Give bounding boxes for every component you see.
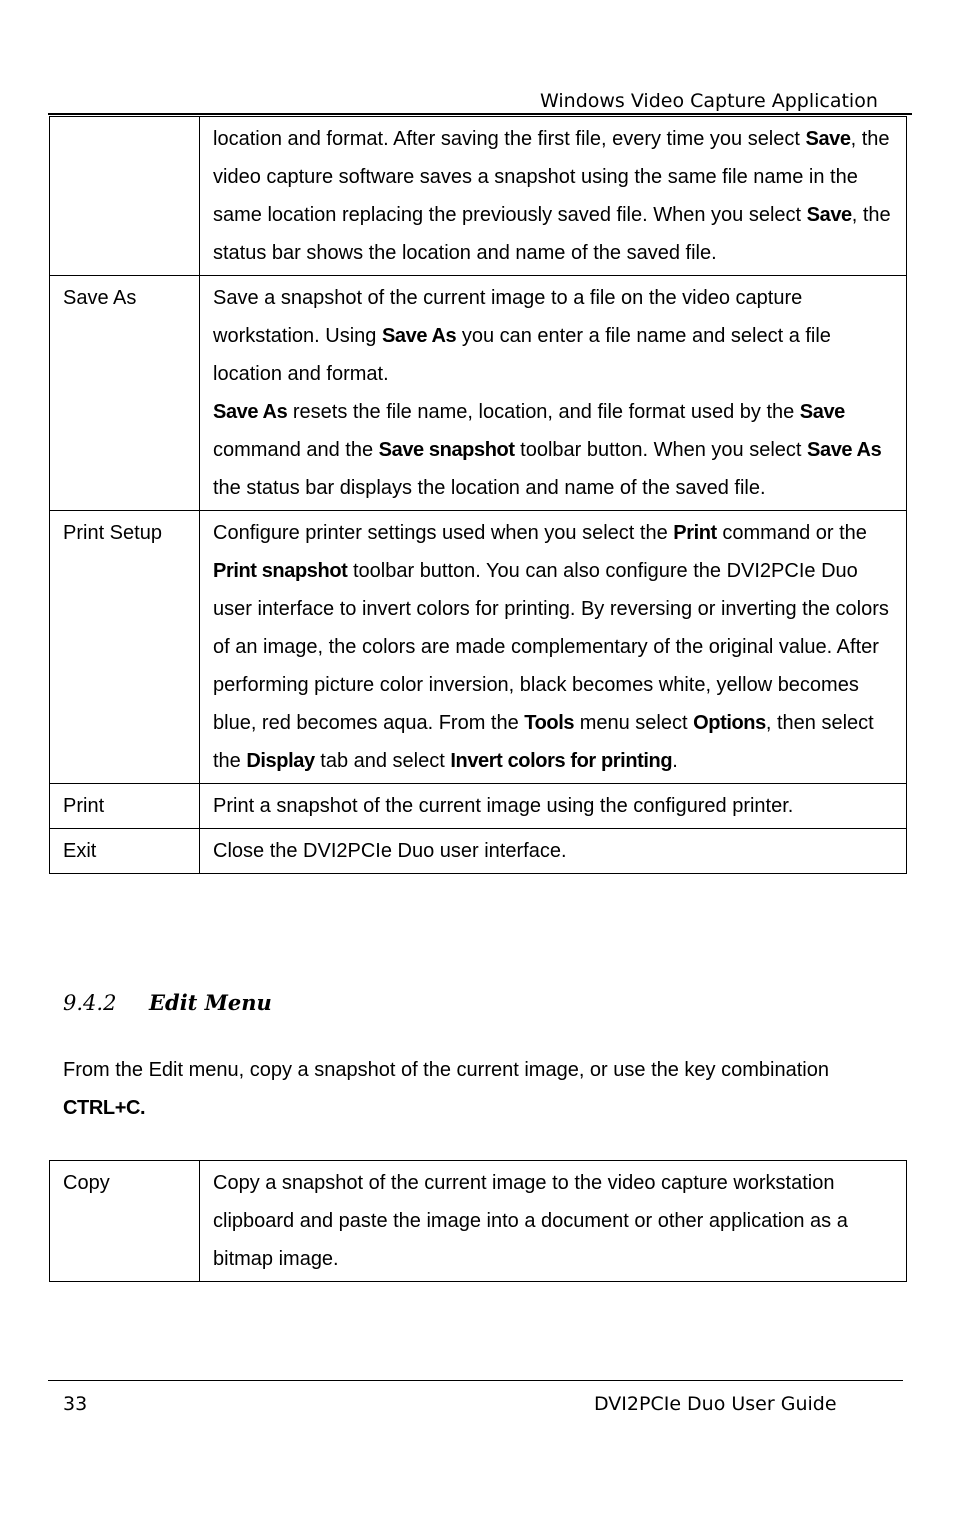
bold-command-reference: Save <box>799 401 845 423</box>
command-name-cell: Copy <box>50 1161 200 1282</box>
command-description-cell <box>200 511 907 784</box>
command-name-cell: Print Setup <box>50 511 200 784</box>
bold-command-reference: Save <box>805 128 851 150</box>
bold-command-reference: Print <box>673 522 717 544</box>
description-text: command and the <box>213 439 379 461</box>
command-name-cell: Save As <box>50 276 200 511</box>
description-text: toolbar button. When you select <box>514 439 808 461</box>
description-text: the status bar displays the location and name of the saved file. <box>213 477 766 499</box>
table-row <box>50 1161 907 1282</box>
description-text: Close the DVI2PCIe Duo user interface. <box>213 840 567 862</box>
footer-rule <box>48 1380 903 1381</box>
table-row <box>50 117 907 276</box>
description-text: resets the file name, location, and file format used by the <box>287 401 800 423</box>
section-title: Edit Menu <box>149 990 272 1015</box>
command-description-cell <box>200 276 907 511</box>
table-row <box>50 276 907 511</box>
description-text: you can enter a file name and select a file location and format. <box>213 325 831 385</box>
file-menu-table-body <box>50 117 907 874</box>
footer-guide-title: DVI2PCIe Duo User Guide <box>594 1393 837 1415</box>
bold-command-reference: Save As <box>213 401 288 423</box>
intro-text: From the Edit menu, copy a snapshot of the current image, or use the key combination <box>63 1059 829 1081</box>
command-description-cell <box>200 1161 907 1282</box>
description-text: Configure printer settings used when you select the <box>213 522 674 544</box>
header-rule <box>48 113 912 115</box>
bold-command-reference: Save As <box>807 439 882 461</box>
description-text: , the video capture software saves a snapshot using the same file name in the same location replacing the previously saved file. When you select <box>213 128 890 226</box>
description-text: location and format. After saving the first file, every time you select <box>213 128 806 150</box>
edit-menu-table-body <box>50 1161 907 1282</box>
description-text: Copy a snapshot of the current image to the video capture workstation clipboard and paste the image into a document or other application as a bitmap image. <box>213 1172 848 1270</box>
table-row <box>50 829 907 874</box>
command-name-cell: Exit <box>50 829 200 874</box>
command-description-cell <box>200 784 907 829</box>
edit-menu-intro-paragraph <box>63 1051 883 1127</box>
page-number: 33 <box>63 1393 88 1415</box>
command-name-cell: Print <box>50 784 200 829</box>
key-combination: CTRL+C. <box>63 1097 146 1119</box>
command-name-cell <box>50 117 200 276</box>
description-text: Save a snapshot of the current image to a file on the video capture workstation. Using <box>213 287 803 347</box>
description-text: tab and select <box>314 750 451 772</box>
file-menu-commands-table <box>49 116 907 874</box>
description-text: Print a snapshot of the current image using the configured printer. <box>213 795 794 817</box>
description-text: menu select <box>574 712 694 734</box>
bold-command-reference: Save snapshot <box>378 439 515 461</box>
edit-menu-commands-table <box>49 1160 907 1282</box>
bold-command-reference: Invert colors for printing <box>450 750 673 772</box>
table-row <box>50 784 907 829</box>
description-text: . <box>672 750 678 772</box>
bold-command-reference: Tools <box>524 712 575 734</box>
bold-command-reference: Display <box>246 750 315 772</box>
command-description-cell <box>200 829 907 874</box>
section-heading <box>63 986 272 1020</box>
command-description-cell <box>200 117 907 276</box>
running-header-title: Windows Video Capture Application <box>540 90 878 112</box>
bold-command-reference: Save <box>806 204 852 226</box>
description-text: , then select the <box>213 712 874 772</box>
description-text: command or the <box>716 522 867 544</box>
table-row <box>50 511 907 784</box>
description-text: toolbar button. You can also configure the DVI2PCIe Duo user interface to invert colors for printing. By reversing or inverting the colors of an image, the colors are made complementary of the original value. After performing picture color inversion, black becomes white, yellow becomes blue, red becomes aqua. From the <box>213 560 889 734</box>
bold-command-reference: Options <box>693 712 766 734</box>
description-text: , the status bar shows the location and name of the saved file. <box>213 204 891 264</box>
section-number: 9.4.2 <box>63 991 117 1015</box>
bold-command-reference: Save As <box>381 325 457 347</box>
bold-command-reference: Print snapshot <box>213 560 348 582</box>
